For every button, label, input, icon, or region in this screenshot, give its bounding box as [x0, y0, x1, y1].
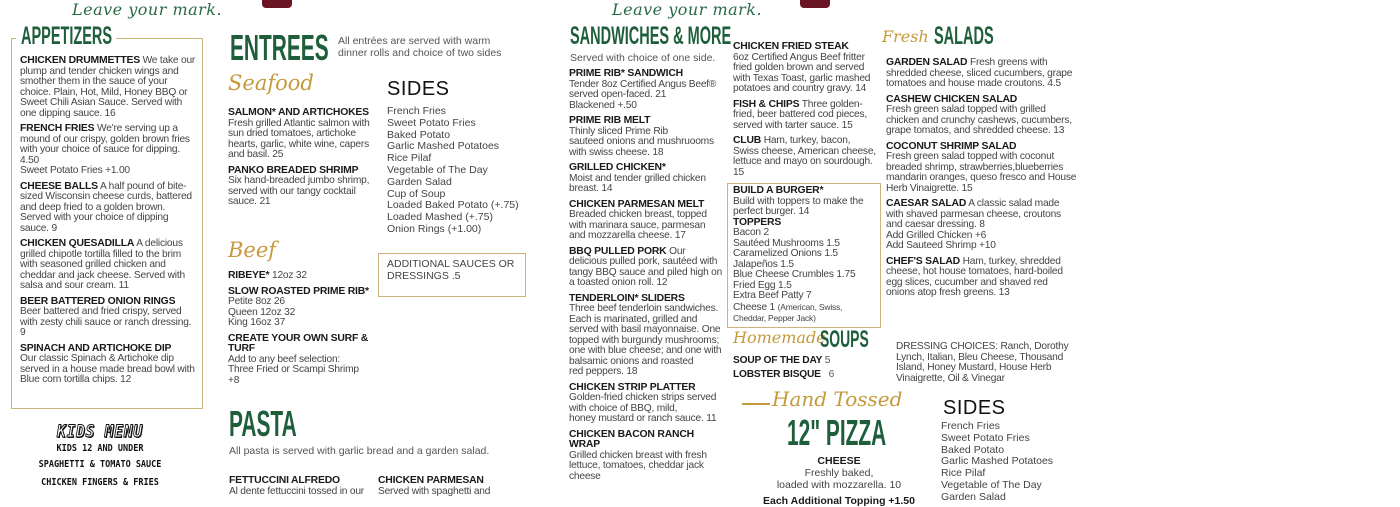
- item-desc: Beer battered and fried crispy, served with zesty chili sauce or ranch dressing. 9: [20, 306, 192, 338]
- entrees-title: ENTREES: [230, 27, 329, 68]
- list-entry: Garlic Mashed Potatoes: [387, 140, 500, 153]
- kids-menu: [24, 423, 177, 493]
- item-name: CHICKEN BACON RANCH WRAP: [569, 428, 694, 450]
- pizza-item-desc: Freshly baked,: [804, 467, 874, 479]
- item-desc: A classic salad made with shaved parmesan cheese, croutons and caesar dressing. 8: [886, 198, 1061, 230]
- menu-item: [886, 58, 1078, 90]
- item-name: CHEF'S SALAD: [886, 255, 960, 267]
- list-entry: Garden Salad: [941, 490, 1006, 503]
- pizza-topping-price: Each Additional Topping +1.50: [763, 495, 915, 507]
- menu-item: [569, 69, 724, 111]
- item-desc: We're serving up a mound of our crispy, golden brown fries with your choice of sauce for dipping. 4.50: [20, 123, 190, 166]
- item-desc: Fresh greens with shredded cheese, sliced cucumbers, grape tomatoes and house made croutons. 4.5: [886, 57, 1073, 89]
- menu-item: [229, 476, 371, 497]
- pizza-rule: [742, 403, 770, 405]
- list-entry: Blue Cheese Crumbles 1.75: [733, 269, 856, 280]
- item-name: SALMON* AND ARTICHOKES: [228, 107, 369, 118]
- item-name: SPINACH AND ARTICHOKE DIP: [20, 342, 172, 354]
- menu-item: [569, 430, 724, 483]
- list-entry: Rice Pilaf: [387, 152, 432, 165]
- item-name: TENDERLOIN* SLIDERS: [569, 292, 685, 304]
- item-name: GARDEN SALAD: [886, 57, 968, 68]
- seafood-list: [228, 108, 380, 213]
- pizza-cheese: [740, 455, 938, 507]
- item-desc: Three Fried or Scampi Shrimp +8: [228, 364, 359, 386]
- item-desc: A half pound of bite-sized Wisconsin cheese curds, battered and deep fried to a golden brown. Served with your choice of dipping sauce. 9: [20, 180, 192, 234]
- topper-cheese-note: (American, Swiss, Cheddar, Pepper Jack): [733, 301, 843, 323]
- pizza-item-name: CHEESE: [817, 455, 861, 467]
- item-name: CLUB: [733, 135, 762, 146]
- list-entry: Vegetable of The Day: [387, 163, 488, 176]
- beef-heading: Beef: [228, 238, 277, 262]
- soups-script: Homemade: [733, 328, 826, 347]
- beef-list: [228, 271, 370, 391]
- item-name: CAESAR SALAD: [886, 198, 967, 209]
- item-name: BUILD A BURGER*: [733, 185, 824, 196]
- item-name: FISH & CHIPS: [733, 98, 800, 110]
- list-entry: Sweet Potato Fries: [387, 116, 476, 129]
- sandwiches-list: [569, 69, 724, 487]
- list-entry: Rice Pilaf: [941, 467, 986, 480]
- item-desc: with swiss cheese. 18: [569, 146, 664, 158]
- item-desc: 12oz 32: [271, 270, 307, 281]
- list-entry: Sweet Potato Fries: [941, 431, 1030, 444]
- item-desc: A delicious grilled chipotle tortilla filled to the brim with seasoned grilled chicken and cheddar and jack cheese. Served with salsa and sour cream. 11: [20, 238, 185, 291]
- item-desc: Al dente fettuccini tossed in our: [229, 485, 364, 497]
- list-entry: Loaded Baked Potato (+.75): [387, 199, 519, 212]
- kids-line: KIDS 12 AND UNDER: [56, 442, 144, 454]
- salads-list: [886, 58, 1078, 304]
- soups-list: [733, 354, 834, 382]
- dressing-choices: DRESSING CHOICES: Ranch, Dorothy Lynch, Italian, Bleu Cheese, Thousand Island, Honey Mustard, House Herb Vinaigrette, Oil & Vinegar: [896, 341, 1069, 384]
- pizza-script: Hand Tossed: [772, 387, 903, 411]
- sides-title-2: SIDES: [943, 397, 1006, 419]
- menu-item: [20, 297, 198, 339]
- list-entry: French Fries: [387, 105, 446, 117]
- item-desc: sauteed onions and mushruooms: [569, 136, 714, 147]
- menu-item: [569, 247, 724, 289]
- pasta-subtitle: All pasta is served with garlic bread and a garden salad.: [229, 445, 490, 457]
- item-desc: Fresh green salad topped with grilled chicken and crunchy cashews, cucumbers, grape tomatos, and shredded cheese. 13: [886, 104, 1072, 136]
- item-desc: Ham, turkey, bacon, Swiss cheese, American cheese, lettuce and mayo on sourdough. 15: [733, 135, 876, 178]
- list-entry: Jalapeños 1.5: [733, 258, 794, 270]
- item-name: CHICKEN QUESADILLA: [20, 238, 135, 249]
- list-entry: French Fries: [941, 420, 1000, 432]
- menu-item: [378, 476, 528, 497]
- list-entry: Caramelized Onions 1.5: [733, 248, 838, 259]
- item-name: CHICKEN DRUMMETTES: [20, 55, 140, 66]
- entrees-subtitle: All entrées are served with warm dinner rolls and choice of two sides: [338, 35, 502, 59]
- menu-item: [20, 182, 198, 235]
- list-entry: Garden Salad: [387, 175, 452, 188]
- item-name: CHEESE BALLS: [20, 180, 98, 192]
- tagline-left: Leave your mark.: [72, 0, 223, 19]
- pasta-item: [229, 476, 371, 502]
- list-entry: Vegetable of The Day: [941, 478, 1042, 491]
- salads-script: Fresh: [882, 27, 929, 46]
- kids-line: CHICKEN FINGERS & FRIES: [41, 477, 159, 488]
- topper-cheese: Cheese 1: [733, 301, 776, 313]
- menu-item: [886, 199, 1078, 252]
- soup-price: 6: [828, 369, 835, 380]
- item-desc: Fresh green salad topped with coconut breaded shrimp, strawberries,blueberries mandarin oranges, queso fresco and House Herb Vinaigrette. 15: [886, 151, 1077, 194]
- menu-item: [20, 239, 198, 292]
- build-a-burger-box: [727, 183, 881, 328]
- item-desc: Add to any beef selection:: [228, 353, 341, 365]
- item-name: CHICKEN PARMESAN: [378, 475, 484, 486]
- list-entry: Cup of Soup: [387, 187, 446, 200]
- pizza-item-desc: loaded with mozzarella. 10: [776, 479, 902, 491]
- item-desc: one with blue cheese; and one with balsamic onions and roasted: [569, 345, 722, 367]
- menu-item: [228, 334, 370, 387]
- item-desc: Golden-fried chicken strips served with choice of BBQ, mild,: [569, 392, 717, 414]
- item-name: COCONUT SHRIMP SALAD: [886, 140, 1017, 152]
- appetizers-title: APPETIZERS: [21, 22, 113, 50]
- item-name: RIBEYE*: [228, 270, 270, 281]
- item-desc: Queen 12oz 32: [228, 306, 296, 318]
- item-desc: Build with toppers to make the perfect burger. 14: [733, 195, 864, 217]
- seafood-heading: Seafood: [228, 71, 314, 95]
- list-entry: Baked Potato: [941, 443, 1005, 456]
- menu-item: [569, 116, 724, 158]
- pizza-title: 12" PIZZA: [787, 412, 887, 453]
- item-desc: red peppers. 18: [569, 366, 638, 377]
- item-name: FRENCH FRIES: [20, 123, 95, 134]
- item-name: GRILLED CHICKEN*: [569, 162, 666, 173]
- item-desc: Blackened +.50: [569, 99, 637, 111]
- sides-list: [387, 106, 519, 236]
- menu-item: [569, 294, 724, 378]
- item-desc: 6oz Certified Angus Beef fritter fried golden brown and served with Texas Toast, garlic mashed potatoes and country gravy. 14: [733, 51, 871, 94]
- item-desc: Our classic Spinach & Artichoke dip served in a house made bread bowl with Blue corn tortilla chips. 12: [20, 353, 195, 385]
- list-entry: Sautéed Mushrooms 1.5: [733, 237, 840, 249]
- menu-item: [733, 100, 878, 132]
- item-desc: Served with spaghetti and: [378, 485, 491, 497]
- restaurant-logo-left: [262, 0, 292, 8]
- restaurant-logo-right: [800, 0, 830, 8]
- menu-item: [228, 108, 380, 161]
- item-name: PRIME RIB MELT: [569, 115, 651, 126]
- item-name: PANKO BREADED SHRIMP: [228, 164, 359, 176]
- item-name: CREATE YOUR OWN SURF & TURF: [228, 332, 369, 354]
- list-entry: Onion Rings (+1.00): [387, 222, 482, 235]
- menu-item: [228, 166, 380, 208]
- pasta-item: [378, 476, 528, 502]
- item-name: FETTUCCINI ALFREDO: [229, 475, 340, 486]
- item-desc: Three beef tenderloin sandwiches. Each is marinated, grilled and served with basil mayonnaise. One topped with burgundy mushrooms;: [569, 303, 721, 346]
- list-entry: Loaded Mashed (+.75): [387, 211, 493, 224]
- soup-item: [733, 368, 834, 382]
- list-entry: Bacon 2: [733, 227, 769, 238]
- item-name: BEER BATTERED ONION RINGS: [20, 295, 176, 307]
- list-entry: Baked Potato: [387, 128, 451, 141]
- item-desc: Six hand-breaded jumbo shrimp, served with our tangy cocktail sauce. 21: [228, 175, 370, 207]
- soup-name: LOBSTER BISQUE: [733, 369, 821, 380]
- menu-item: [733, 42, 878, 95]
- tagline-right: Leave your mark.: [612, 0, 763, 19]
- item-desc: Grilled chicken breast with fresh lettuce, tomatoes, cheddar jack cheese: [569, 449, 707, 482]
- item-name: CASHEW CHICKEN SALAD: [886, 93, 1018, 105]
- menu-item: [733, 136, 878, 178]
- list-entry: Extra Beef Patty 7: [733, 290, 812, 301]
- item-desc: Breaded chicken breast, topped with marinara sauce, parmesan and mozzarella cheese. 17: [569, 209, 707, 241]
- item-name: PRIME RIB* SANDWICH: [569, 68, 683, 79]
- item-desc: We take our plump and tender chicken wings and smother them in the sauce of your choice. Plain, Hot, Mild, Honey BBQ or Sweet Chili Asian Sauce. Served with one dipping sauce. 16: [20, 55, 196, 119]
- item-name: BBQ PULLED PORK: [569, 245, 667, 257]
- menu-item: [886, 257, 1078, 299]
- soup-item: [733, 354, 834, 368]
- item-name: CHICKEN FRIED STEAK: [733, 41, 849, 52]
- list-entry: Garlic Mashed Potatoes: [941, 455, 1054, 468]
- sandwiches-list-2: [733, 42, 878, 183]
- kids-menu-title: KIDS MENU: [57, 422, 143, 442]
- salads-title: SALADS: [934, 22, 994, 50]
- pasta-title: PASTA: [229, 403, 297, 444]
- sandwiches-title: SANDWICHES & MORE: [570, 22, 732, 50]
- item-desc: Thinly sliced Prime Rib: [569, 125, 669, 137]
- list-entry: Fried Egg 1.5: [733, 279, 792, 291]
- soup-name: SOUP OF THE DAY: [733, 355, 823, 366]
- menu-item: [20, 56, 198, 119]
- toppers-title: TOPPERS: [733, 216, 782, 228]
- item-desc: Moist and tender grilled chicken breast. 14: [569, 172, 706, 194]
- item-desc: honey mustard or ranch sauce. 11: [569, 413, 717, 424]
- item-desc: Petite 8oz 26: [228, 296, 285, 307]
- item-name: CHICKEN STRIP PLATTER: [569, 381, 696, 393]
- menu-item: [20, 344, 198, 386]
- menu-item: [569, 383, 724, 425]
- item-desc: Add Grilled Chicken +6: [886, 229, 987, 241]
- item-desc: Three golden-fried, beer battered cod pieces, served with tarter sauce. 15: [733, 98, 868, 131]
- item-desc: King 16oz 37: [228, 317, 286, 328]
- item-desc: Add Sauteed Shrimp +10: [886, 240, 996, 251]
- sides-title: SIDES: [387, 78, 450, 100]
- sides-list-2: [941, 421, 1053, 504]
- item-desc: Tender 8oz Certified Angus Beef®: [569, 78, 717, 90]
- soup-price: 5: [824, 355, 831, 366]
- menu-item: [20, 124, 198, 177]
- menu-item: [886, 142, 1078, 195]
- item-desc: Our delicious pulled pork, sautéed with tangy BBQ sauce and piled high on a toasted onion roll. 12: [569, 245, 723, 288]
- toppers-list: [733, 228, 875, 302]
- additional-sauces-note: ADDITIONAL SAUCES OR DRESSINGS .5: [378, 253, 526, 297]
- item-name: CHICKEN PARMESAN MELT: [569, 198, 705, 210]
- menu-item: [228, 287, 370, 329]
- menu-item: [886, 95, 1078, 137]
- menu-item: [569, 200, 724, 242]
- menu-item: [228, 271, 370, 282]
- soups-title: SOUPS: [820, 326, 869, 353]
- item-desc: served open-faced. 21: [569, 89, 667, 100]
- sandwiches-subtitle: Served with choice of one side.: [570, 52, 716, 64]
- kids-line: SPAGHETTI & TOMATO SAUCE: [38, 458, 162, 470]
- menu-item: [569, 163, 724, 195]
- appetizers-list: [20, 56, 198, 391]
- item-desc: Fresh grilled Atlantic salmon with sun dried tomatoes, artichoke hearts, garlic, white wine, capers and basil. 25: [228, 117, 370, 160]
- item-desc: Sweet Potato Fries +1.00: [20, 165, 130, 176]
- item-name: SLOW ROASTED PRIME RIB*: [228, 285, 369, 297]
- item-desc: Ham, turkey, shredded cheese, hot house tomatoes, hard-boiled egg slices, cucumber and shaved red onions atop fresh greens. 13: [886, 255, 1063, 298]
